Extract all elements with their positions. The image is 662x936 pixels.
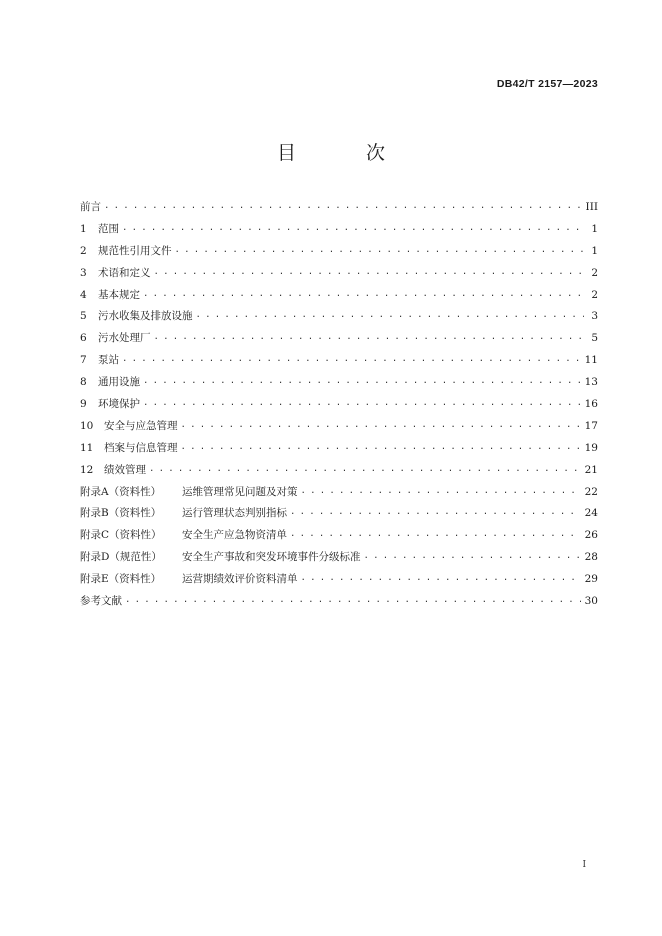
toc-entry-number: 10 xyxy=(80,419,94,432)
toc-entry-number: 7 xyxy=(80,354,87,367)
toc-entry-page: 28 xyxy=(584,551,598,564)
toc-dot-leader xyxy=(154,331,585,341)
toc-entry[interactable] xyxy=(80,418,598,440)
toc-dot-leader xyxy=(175,244,585,254)
toc-entry-page: 1 xyxy=(591,244,598,257)
toc-entry[interactable] xyxy=(80,593,598,615)
toc-entry-number: 11 xyxy=(80,441,94,454)
toc-entry[interactable] xyxy=(80,462,598,484)
toc-entry[interactable] xyxy=(80,287,598,309)
toc-dot-leader xyxy=(143,397,581,407)
toc-entry-label: 前言 xyxy=(80,201,101,213)
toc-entry-page: 22 xyxy=(584,485,598,498)
toc-entry-page: 19 xyxy=(584,441,598,454)
toc-dot-leader xyxy=(181,441,581,451)
toc-dot-leader xyxy=(154,266,585,276)
toc-entry-label: 污水处理厂 xyxy=(98,332,151,345)
toc-dot-leader xyxy=(104,200,582,210)
toc-entry-label: 基本规定 xyxy=(98,288,140,301)
toc-dot-leader xyxy=(196,309,585,319)
toc-dot-leader xyxy=(290,506,581,516)
toc-entry-page: 16 xyxy=(584,398,598,411)
toc-entry-number: 4 xyxy=(80,288,87,301)
toc-entry[interactable] xyxy=(80,352,598,374)
toc-entry-page: 11 xyxy=(584,354,598,367)
toc-entry-label: 运维管理常见问题及对策 xyxy=(182,485,298,498)
toc-entry[interactable] xyxy=(80,396,598,418)
toc-entry[interactable] xyxy=(80,440,598,462)
toc-entry[interactable] xyxy=(80,484,598,506)
toc-dot-leader xyxy=(122,222,584,232)
toc-entry[interactable] xyxy=(80,549,598,571)
toc-entry-page: 17 xyxy=(584,419,598,432)
toc-entry-page: 5 xyxy=(591,332,598,345)
toc-dot-leader xyxy=(290,528,581,538)
toc-entry-label: 环境保护 xyxy=(98,398,140,411)
table-of-contents xyxy=(80,199,598,615)
toc-entry-page: 13 xyxy=(584,376,598,389)
toc-entry-label: 泵站 xyxy=(98,354,119,367)
toc-entry[interactable] xyxy=(80,199,598,221)
toc-entry[interactable] xyxy=(80,571,598,593)
toc-entry[interactable] xyxy=(80,505,598,527)
toc-dot-leader xyxy=(301,485,581,495)
toc-entry-number: 5 xyxy=(80,310,87,323)
toc-entry-number: 附录B（资料性） xyxy=(80,507,162,520)
toc-entry-number: 附录C（资料性） xyxy=(80,529,162,542)
toc-entry-label: 范围 xyxy=(98,222,119,235)
document-code: DB42/T 2157—2023 xyxy=(496,78,598,90)
toc-entry-label: 术语和定义 xyxy=(98,266,151,279)
page-title: 目 次 xyxy=(276,142,418,164)
toc-entry-page: III xyxy=(585,201,598,213)
toc-entry-label: 安全与应急管理 xyxy=(104,419,178,432)
toc-entry-label: 绩效管理 xyxy=(104,463,146,476)
page-number: I xyxy=(582,860,586,870)
toc-dot-leader xyxy=(181,419,581,429)
toc-dot-leader xyxy=(143,375,581,385)
toc-entry-label: 污水收集及排放设施 xyxy=(98,310,193,323)
toc-entry-label: 安全生产应急物资清单 xyxy=(182,529,287,542)
toc-entry-label: 参考文献 xyxy=(80,595,122,608)
toc-entry[interactable] xyxy=(80,265,598,287)
toc-entry-number: 1 xyxy=(80,222,87,235)
toc-dot-leader xyxy=(364,550,581,560)
toc-dot-leader xyxy=(125,594,581,604)
toc-entry-number: 2 xyxy=(80,244,87,257)
toc-entry-number: 12 xyxy=(80,463,94,476)
toc-entry-number: 6 xyxy=(80,332,87,345)
toc-entry-page: 26 xyxy=(584,529,598,542)
toc-entry-page: 3 xyxy=(591,310,598,323)
toc-dot-leader xyxy=(149,463,581,473)
toc-entry-label: 安全生产事故和突发环境事件分级标准 xyxy=(182,551,361,564)
toc-entry-number: 3 xyxy=(80,266,87,279)
toc-dot-leader xyxy=(143,288,584,298)
toc-dot-leader xyxy=(301,572,581,582)
toc-entry[interactable] xyxy=(80,330,598,352)
toc-entry-page: 21 xyxy=(584,463,598,476)
toc-entry-number: 9 xyxy=(80,398,87,411)
toc-entry-page: 24 xyxy=(584,507,598,520)
toc-dot-leader xyxy=(122,353,581,363)
toc-entry-page: 29 xyxy=(584,573,598,586)
toc-entry[interactable] xyxy=(80,221,598,243)
toc-entry-label: 档案与信息管理 xyxy=(104,441,178,454)
toc-entry-label: 运营期绩效评价资料清单 xyxy=(182,573,298,586)
toc-entry-number: 附录E（资料性） xyxy=(80,573,162,586)
toc-entry-label: 通用设施 xyxy=(98,376,140,389)
toc-entry-page: 30 xyxy=(584,595,598,608)
toc-entry-label: 规范性引用文件 xyxy=(98,244,172,257)
toc-entry-number: 8 xyxy=(80,376,87,389)
toc-entry[interactable] xyxy=(80,243,598,265)
toc-entry-page: 2 xyxy=(591,288,598,301)
toc-entry-number: 附录D（规范性） xyxy=(80,551,162,564)
toc-entry[interactable] xyxy=(80,374,598,396)
toc-entry-number: 附录A（资料性） xyxy=(80,485,162,498)
toc-entry-page: 2 xyxy=(591,266,598,279)
toc-entry[interactable] xyxy=(80,308,598,330)
toc-entry-page: 1 xyxy=(591,222,598,235)
toc-entry-label: 运行管理状态判别指标 xyxy=(182,507,287,520)
toc-entry[interactable] xyxy=(80,527,598,549)
